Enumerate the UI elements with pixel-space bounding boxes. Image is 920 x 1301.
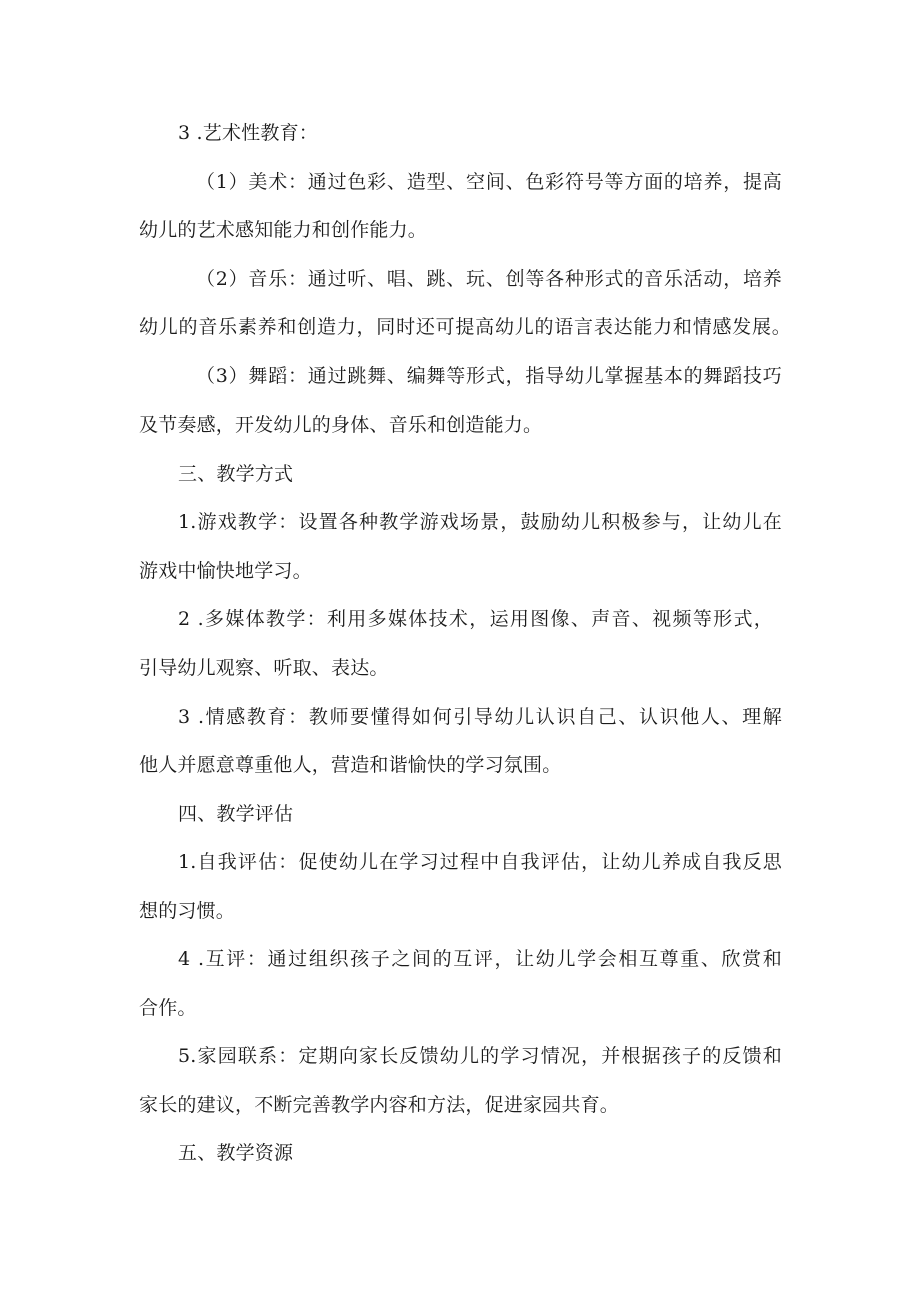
paragraph-line: 家长的建议，不断完善教学内容和方法，促进家园共育。 [139,1094,620,1116]
paragraph-line: 他人并愿意尊重他人，营造和谐愉快的学习氛围。 [139,754,562,776]
section-heading: 三、教学方式 [178,463,294,485]
paragraph-line: 2 .多媒体教学：利用多媒体技术，运用图像、声音、视频等形式， [178,608,773,630]
paragraph-line: 4 .互评：通过组织孩子之间的互评，让幼儿学会相互尊重、欣赏和 [178,948,782,970]
paragraph-line: 合作。 [139,997,197,1019]
section-heading: 四、教学评估 [178,803,294,825]
paragraph-line: 幼儿的音乐素养和创造力，同时还可提高幼儿的语言表达能力和情感发展。 [139,316,791,338]
section-heading: 五、教学资源 [178,1142,294,1164]
section-item-heading: 3 .艺术性教育： [178,122,318,144]
paragraph-line: （3）舞蹈：通过跳舞、编舞等形式，指导幼儿掌握基本的舞蹈技巧 [196,365,782,387]
paragraph-line: 想的习惯。 [139,900,236,922]
paragraph-line: （2）音乐：通过听、唱、跳、玩、创等各种形式的音乐活动，培养 [196,268,782,290]
paragraph-line: 1.自我评估：促使幼儿在学习过程中自我评估，让幼儿养成自我反思 [178,851,782,873]
paragraph-line: 游戏中愉快地学习。 [139,560,312,582]
paragraph-line: 幼儿的艺术感知能力和创作能力。 [139,219,428,241]
paragraph-line: （1）美术：通过色彩、造型、空间、色彩符号等方面的培养，提高 [196,171,782,193]
paragraph-line: 1.游戏教学：设置各种教学游戏场景，鼓励幼儿积极参与，让幼儿在 [178,511,782,533]
paragraph-line: 引导幼儿观察、听取、表达。 [139,657,389,679]
paragraph-line: 及节奏感，开发幼儿的身体、音乐和创造能力。 [139,414,543,436]
paragraph-line: 5.家园联系：定期向家长反馈幼儿的学习情况，并根据孩子的反馈和 [178,1045,782,1067]
paragraph-line: 3 .情感教育：教师要懂得如何引导幼儿认识自己、认识他人、理解 [178,706,782,728]
